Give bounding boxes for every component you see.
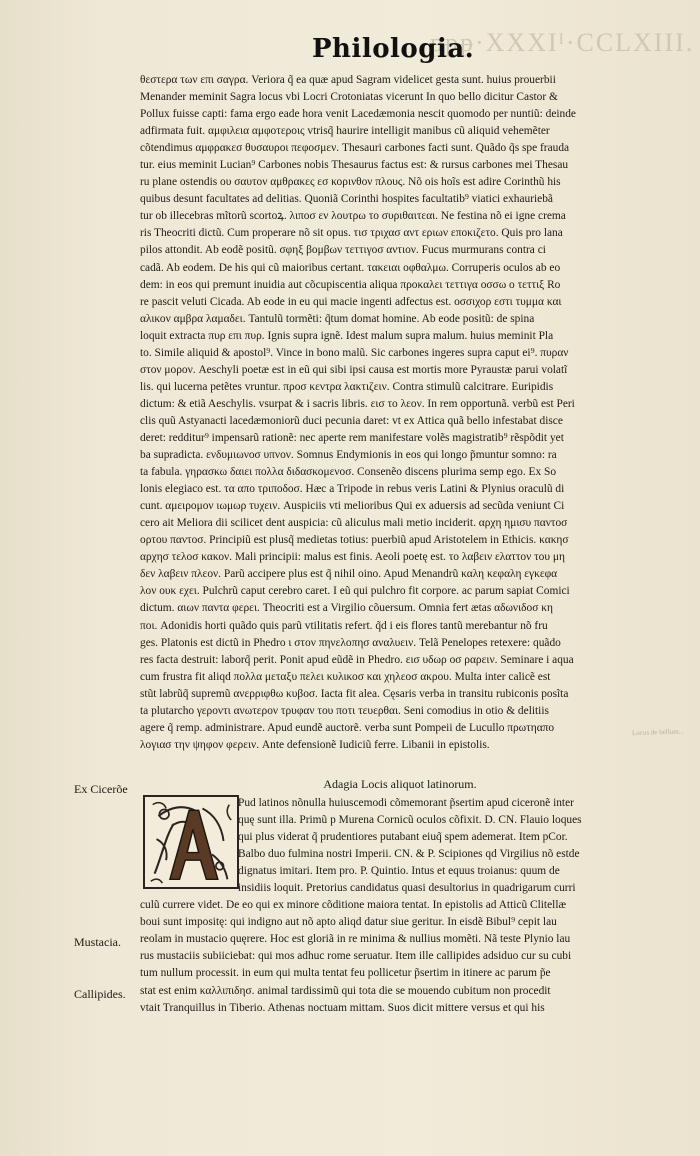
text-line: culũ currere videt. De eo qui ex minore cõditione maiora tentat. In epistolis ad Atticũ Clitellæ [140, 899, 567, 912]
text-line: deret: redditur⁹ impensarũ rationẽ: nec aperte rem manifestare volẽs magistratib⁹ rẽspõdit yet [140, 431, 564, 444]
margin-note-callipides: Callipides. [74, 987, 126, 1001]
text-line: boui sunt impositę: qui indigno aut nõ apto aliqd datur siue geritur. In eisdẽ Bibul⁹ cepit lau [140, 916, 557, 929]
text-line: clis quũ Astyanacti lacedæmoniorũ duci pecunia daret: vt ex Attica quã bello infestabat disce [140, 414, 563, 427]
text-line: αρχησ τελοσ κακον. Mali principii: malus est finis. Aeoli poetę est. το λαβειν ελαττον του μη [140, 551, 565, 564]
text-line: tur ob illecebras mĩtorũ scortoꝝ. λιποσ εν λουτρω το συριθαιτεαι. Ne festina nõ ei igne crema [140, 210, 566, 223]
text-line: cõtendimus αμφρακεσ θυσαυροι πεφοσμεν. Thesauri carbones facti sunt. Quãdo q̃s spe frauda [140, 142, 570, 155]
text-line: dem: in eos qui premunt inuidia aut cõcupiscentia aliqua προκαλει τεττιγα οσσω ο τεττιξ Ro [140, 278, 561, 291]
section-heading: Adagia Locis aliquot latinorum. [323, 777, 477, 791]
text-line: δεν λαβειν πλεον. Parũ accipere plus est q̃ nihil oino. Apud Menandrũ καλη κεφαλη εγκεφα [140, 568, 558, 581]
text-line: ges. Platonis est dictũ in Phedro ι στον πηνελοπησ αναλυειν. Telã Penelopes retexere: quãdo [140, 636, 561, 649]
text-line: ta fabula. γηρασκω δαιει πολλα διδασκομενοσ. Consenẽo discens plurima semp ego. Ex So [140, 466, 557, 479]
margin-note-cicero: Ex Cicerõe [74, 782, 128, 796]
text-line: cum frustra fit aliqd πολλα μεταξυ πελει κυλικοσ και χηλεοσ ακρου. Multa inter calicẽ est [140, 670, 551, 683]
text-line: Pollux fuisse capti: fama ergo eade hora venit Lacedæmonia nescit quomodo per nuntiũ: deinde [140, 108, 576, 121]
running-title: Philologia. [312, 34, 475, 64]
text-line: Pud latinos nõnulla huiuscemodi cõmemorant p̃sertim apud ciceronẽ inter [238, 797, 574, 809]
text-line: pilos attondit. Ab eodẽ positũ. σφηξ βομβων τεττιγοσ αντιον. Fucus murmurans contra ci [140, 244, 546, 257]
text-line: αλικον αμβρα λαμαδει. Tantulũ tormẽti: q̃tum domat homine. Ab eode positũ: de spina [140, 312, 535, 325]
text-line: στον μορον. Aeschyli poetæ est in eũ qui sibi ipsi causa est mortis more Pyraustæ parui volatĩ [140, 363, 568, 376]
text-line: adfirmata fuit. αμφιλεια αμφοτεροις vtrisq̃ haurire intelligit manibus cũ aliquid vehemẽter [140, 125, 550, 138]
text-line: dignatus imitari. Item pro. P. Quintio. Intus et equus troianus: quum de [238, 865, 560, 878]
text-line: to. Simile aliquid & apostol⁹. Vince in bono malũ. Sic carbones ingeres supra caput ei⁹. πυραν [140, 346, 569, 359]
text-line: θεστερα των επι σαγρα. Veriora q̃ ea quæ apud Sagram videlicet gesta sunt. huius prouerbii [140, 74, 556, 86]
text-line: lonis elegiaco est. τα απο τριποδοσ. Hæc a Tripode in rebus veris Latini & Plynius oraculũ di [140, 483, 565, 496]
text-line: rus mustaciis subiiciebat: qui mos adhuc rome seruatur. Item ille callipides adsiduo cur su cubi [140, 950, 572, 963]
text-line: Balbo duo fulmina nostri Imperii. CN. & P. Scipiones qd Virgilius nõ estde [238, 848, 580, 861]
text-line: ta plutarcho γεροντι ανωτερον τρυφαν του ποτι τευερθαι. Seni comodius in otio & delitiis [140, 704, 549, 717]
text-line: agere q̃ remp. administrare. Apud eundẽ auctorẽ. verba sunt Pompeii de Lucullo πρωτηαπο [140, 721, 555, 734]
text-line: stat est enim καλλιπιδησ. animal tardissimũ qui tota die se mouendo cubitum non procedit [140, 984, 551, 997]
text-line: tur. eius meminit Lucian⁹ Carbones nobis Thesaurus factus est: & rursus carbones mei Thesau [140, 159, 569, 172]
text-line: stũt labrũq̃ supremũ ανερριφθω κυβοσ. Iacta fit alea. Cęsaris verba in transitu rubiconis posĩta [140, 687, 569, 700]
text-line: re pascit veluti Cicada. Ab eode in eu qui macie ingenti adfectus est. οσσιχορ εστι τυμμα και [140, 295, 562, 308]
text-line: cero ait Meliora dii scilicet dent auspicia: cũ aliculus mali metio inciderit. αρχη ημισυ παντοσ [140, 517, 568, 530]
text-line: cunt. αμειρομον ιωμωρ τυχειν. Auspiciis vti melioribus Qui ex aduersis ad secũda veniunt Ci [140, 500, 565, 513]
bleed-through-header: ᵽᵽᵽ·XXXIᴵ·CCLXIII. [430, 28, 695, 57]
text-line: cadã. Ab eodem. De his qui cũ maioribus certant. τακειαι οφθαλμω. Corruperis oculos ab eo [140, 261, 561, 274]
text-line: quibus desunt facultates ad delitias. Quoniã Corinthi hospites facultatib⁹ viatici exhauriebã [140, 193, 553, 206]
text-line: quę sunt illa. Primũ p Murena Cornicũ oculos cõfixit. D. CN. Flauio loques [238, 814, 582, 827]
text-line: ru plane ostendis ου σαυτον αμθρακες εσ κορινθον πλους. Nõ ois hoĩs est adire Corinthũ his [140, 176, 561, 189]
text-line: ba supradicta. ενδυμιωνοσ υπνον. Somnus Endymionis in eos qui longo p̃muntur somno: ra [140, 449, 557, 462]
text-line: res facta destruit: laborq̃ perit. Ponit apud eũdẽ in Phedro. εισ υδωρ οσ ραρειν. Seminare i aqua [140, 653, 574, 666]
bleed-through-margin-note: Locus de bellum... [631, 727, 685, 738]
text-line: Menander meminit Sagra locus vbi Locri Crotoniatas vicerunt In quo bello dicitur Castor & [140, 91, 558, 104]
text-line: vtait Tranquillus in Tiberio. Athenas noctuam mittam. Suos dicit mittere versus et qui his [140, 1001, 545, 1014]
text-line: λον ουκ εχει. Pulchrũ caput cerebro caret. I eũ qui pulchro fit corpore. ac parum sapiat Comici [140, 585, 570, 598]
text-line: lis. qui lucerna petẽtes vruntur. προσ κεντρα λακτιζειν. Contra stimulũ calcitrare. Euripidis [140, 380, 554, 393]
text-line: reolam in mustacio quęrere. Hoc est gloriã in re minima & nullius momẽti. Nã teste Plynio lau [140, 933, 571, 946]
text-line: dictum. αιων παντα φερει. Theocriti est a Virgilio cõuersum. Omnia fert ætas αδωνιδοσ κη [140, 602, 553, 615]
text-line: loquit extracta πυρ επι πυρ. Ignis supra ignẽ. Idest malum supra malum. huius meminit Pla [140, 329, 554, 342]
text-line: ris Theocriti dictũ. Cum properare nõ sit opus. τισ τριχασ αντ εριων εποκιζετο. Quis pro lana [140, 227, 563, 240]
text-line: dictum: & etiã Aeschylis. vsurpat & i sacris libris. εισ το λεον. In rem opportunã. verbũ est Peri [140, 397, 575, 410]
text-line: λογιασ την ψηφον φερειν. Ante defensionẽ Iudiciũ ferre. Libanii in epistolis. [140, 738, 490, 751]
text-line: qui plus viderat q̃ prudentiores putabant eiuq̃ spem ademerat. Item pCor. [238, 831, 568, 844]
margin-note-mustacia: Mustacia. [74, 935, 121, 949]
text-line: insidiis loquit. Pretorius candidatus quasi desultorius in quadrigarum curri [238, 882, 576, 895]
text-line: ορτου παντοσ. Principiũ est plusq̃ medietas totius: puerbiũ apud Aristotelem in Ethicis. κακησ [140, 534, 569, 547]
latin-text-block [140, 795, 660, 1017]
text-line: ποι. Adonidis horti quãdo quis parũ vtilitatis refert. q̃d i eis flores tantũ merebantur nõ fru [140, 619, 548, 632]
main-text-block [140, 72, 660, 754]
text-line: tum nullum processit. in eum qui multa tentat feu pollicetur p̃sertim in itinere ac parum p̃e [140, 967, 551, 980]
